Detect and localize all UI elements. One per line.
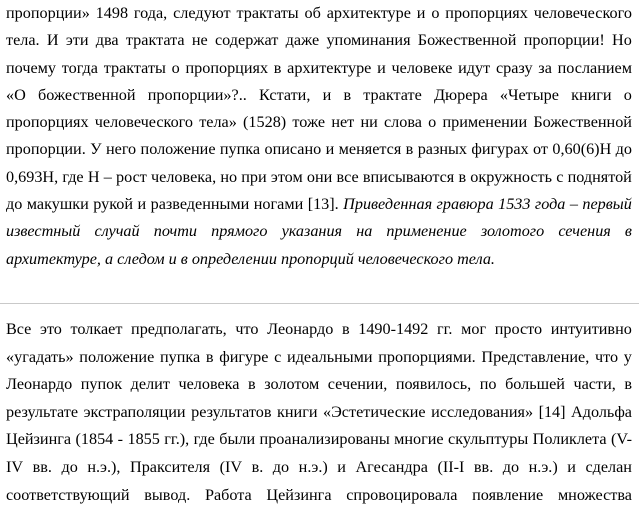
word: Цейзинга [266, 485, 332, 504]
word: пупок [80, 375, 123, 394]
word: Поликлета [532, 430, 607, 449]
word: положение [140, 140, 216, 159]
word: за [538, 58, 552, 77]
word: Агесандра [355, 457, 428, 476]
word: предполагать, [131, 320, 227, 338]
word: (V- [610, 430, 632, 449]
word: Представление, [481, 347, 590, 366]
word: в [624, 375, 632, 394]
word: до [272, 457, 290, 476]
text-line [6, 55, 632, 82]
word: даже [285, 31, 320, 50]
text-line [6, 344, 632, 372]
word: упоминания [326, 31, 411, 50]
word: Леонардо [267, 320, 334, 338]
word: «О [6, 85, 26, 104]
word: и [377, 58, 386, 77]
word: сечения [558, 222, 611, 241]
word: – [103, 167, 112, 186]
word: пропорциях [445, 4, 528, 22]
word: множества [557, 485, 632, 504]
word: Божественной [417, 31, 517, 50]
word: Н [87, 167, 100, 186]
word: и [337, 457, 346, 476]
text-line [6, 246, 632, 273]
text-line [6, 454, 632, 482]
word: тогда [61, 58, 98, 77]
word: большей [505, 375, 565, 394]
word: пропорции! [523, 31, 605, 50]
word: ни [360, 113, 378, 132]
word: в [405, 140, 414, 159]
word: Божественной [533, 113, 632, 132]
word: гг. [436, 320, 453, 338]
word: от [533, 140, 548, 159]
page-top-text [6, 0, 632, 273]
word: И [46, 31, 59, 50]
word: пупка [159, 347, 201, 366]
word: 1490-1492 [358, 320, 429, 338]
word: человека [178, 375, 240, 394]
text-line [6, 82, 632, 109]
word: многие [394, 430, 444, 449]
word: золотого [480, 222, 545, 241]
word: прямого [211, 222, 268, 241]
word: года, [133, 4, 168, 22]
word: 1498 [95, 4, 129, 22]
word: фигурах [471, 140, 529, 159]
word: тела» [199, 113, 237, 132]
word: слова [383, 113, 422, 132]
word: в [341, 320, 350, 338]
word: пропорции. [6, 140, 86, 159]
word: книги [571, 85, 612, 104]
word: эти [65, 31, 89, 50]
word: идеальными [287, 347, 373, 366]
word: не [191, 31, 208, 50]
word: нет [331, 113, 355, 132]
word: пупка [219, 140, 261, 159]
word: пропорции»?.. [147, 85, 247, 104]
text-line [6, 27, 632, 54]
word: сразу [495, 58, 533, 77]
word: архитектуре [326, 4, 411, 22]
word: и [325, 140, 335, 159]
word: следуют [173, 4, 231, 22]
word: результате [6, 402, 79, 421]
word: просто [494, 320, 543, 338]
word: о [171, 58, 180, 77]
word: результатов [191, 402, 272, 421]
word: на [356, 222, 373, 241]
text-line [6, 426, 632, 454]
word: об [304, 4, 321, 22]
word: с [274, 347, 282, 366]
text-line [6, 164, 632, 191]
word: (1528) [243, 113, 287, 132]
word: 1855 [127, 430, 160, 449]
word: в. [251, 457, 264, 476]
word: тела. [6, 31, 40, 50]
word: пропорции» [6, 4, 90, 22]
word: содержат [214, 31, 279, 50]
text-line [6, 482, 632, 509]
word: первый [582, 195, 632, 214]
word: положение [79, 347, 155, 366]
word: по [479, 375, 497, 394]
word: до [61, 457, 78, 476]
word: (II-I [437, 457, 465, 476]
word: фигуре [219, 347, 269, 366]
text-line [6, 399, 632, 427]
word: Кстати, [258, 85, 311, 104]
text-line [6, 109, 632, 136]
word: трактаты [103, 58, 166, 77]
word: толкает [70, 320, 123, 338]
word: и [567, 457, 576, 476]
word: [14] [538, 402, 566, 421]
word: появление [472, 485, 544, 504]
word: о [431, 4, 440, 22]
word: о [623, 85, 632, 104]
word: окружность [470, 167, 553, 186]
word: почти [153, 222, 197, 241]
word: архитектуре [287, 58, 372, 77]
word: архитектуре, а следом и в определении пропорций человеческого тела. [6, 249, 495, 268]
word: гг.), [164, 430, 190, 449]
word: Дюрера [433, 85, 488, 104]
word: «Эстетические [323, 402, 426, 421]
word: что [235, 320, 259, 338]
word: в [458, 167, 467, 186]
word: это [40, 320, 62, 338]
word: макушки [26, 195, 89, 214]
word: посланием [557, 58, 632, 77]
text-line [6, 136, 632, 163]
word: они [306, 167, 333, 186]
word: божественной [37, 85, 136, 104]
word: ногами [253, 195, 304, 214]
text-line [6, 218, 632, 245]
word: появилось, [395, 375, 472, 394]
word: книги [277, 402, 318, 421]
word: в [248, 375, 256, 394]
word: этом [270, 167, 303, 186]
word: мог [461, 320, 487, 338]
word: и [322, 85, 332, 104]
word: в [205, 347, 214, 366]
word: вв. [473, 457, 494, 476]
text-line [6, 316, 632, 344]
text-line [6, 371, 632, 399]
text-line [6, 191, 632, 218]
word: Леонардо [6, 375, 73, 394]
word: в [273, 58, 282, 77]
word: Цейзинга [6, 430, 72, 449]
word: н.э.) [298, 457, 328, 476]
word: человеке [391, 58, 453, 77]
word: до [6, 195, 23, 214]
word: Адольфа [571, 402, 632, 421]
page-bottom-text [6, 316, 632, 509]
word: золотом [264, 375, 320, 394]
word: спровоцировала [346, 485, 458, 504]
word: Но [612, 31, 632, 50]
word: описано [264, 140, 322, 159]
word: разведенными [150, 195, 250, 214]
word: года [534, 195, 566, 214]
page-break-divider [0, 303, 639, 304]
word: трактаты [236, 4, 299, 22]
word: с [556, 167, 564, 186]
word: у [623, 347, 632, 366]
word: сечении, [327, 375, 388, 394]
word: экстраполяции [83, 402, 186, 421]
word: и [137, 195, 147, 214]
word: при [241, 167, 267, 186]
word: человеческого [533, 4, 632, 22]
word: указания [281, 222, 343, 241]
word: – [569, 195, 578, 214]
word: «Четыре [499, 85, 559, 104]
word: человека, [151, 167, 217, 186]
word: но [220, 167, 238, 186]
word: человеческого [94, 113, 193, 132]
word: - [117, 430, 124, 449]
word: в [343, 85, 352, 104]
word: пропорциями. [378, 347, 476, 366]
word: «угадать» [6, 347, 74, 366]
word: пропорциях [6, 113, 89, 132]
word: почему [6, 58, 57, 77]
word: Приведенная [343, 195, 433, 214]
word: поднятой [567, 167, 632, 186]
word: части, [573, 375, 616, 394]
word: вывод. [144, 485, 191, 504]
word: в [624, 222, 632, 241]
word: сделан [585, 457, 632, 476]
word: Все [6, 320, 32, 338]
word: что [594, 347, 619, 366]
word: (1854 [75, 430, 114, 449]
word: о [428, 113, 437, 132]
word: идут [458, 58, 491, 77]
word: меняется [338, 140, 402, 159]
word: до [615, 140, 632, 159]
word: интуитивно [550, 320, 632, 338]
word: пропорциях [185, 58, 269, 77]
word: были [219, 430, 256, 449]
word: соответствующий [6, 485, 130, 504]
word: проанализированы [259, 430, 390, 449]
word: трактате [363, 85, 422, 104]
word: где [193, 430, 215, 449]
word: IV [6, 457, 24, 476]
word: н.э.) [528, 457, 558, 476]
word: У [90, 140, 102, 159]
word: н.э.), [87, 457, 121, 476]
word: рукой [93, 195, 134, 214]
word: где [62, 167, 84, 186]
word: него [105, 140, 137, 159]
word: известный [6, 222, 81, 241]
word: (IV [219, 457, 243, 476]
word: 1533 [498, 195, 531, 214]
word: гравюра [436, 195, 494, 214]
word: вв. [32, 457, 52, 476]
word: трактата [125, 31, 185, 50]
word: два [95, 31, 119, 50]
word: вписываются [362, 167, 455, 186]
word: применении [442, 113, 528, 132]
word: [13]. [307, 195, 339, 214]
word: тоже [292, 113, 326, 132]
word: исследования» [431, 402, 534, 421]
word: 0,60(6)Н [552, 140, 612, 159]
word: разных [417, 140, 468, 159]
word: случай [94, 222, 140, 241]
word: рост [115, 167, 147, 186]
word: делит [130, 375, 170, 394]
word: применение [386, 222, 467, 241]
word: и [416, 4, 426, 22]
word: Работа [204, 485, 252, 504]
word: скульптуры [448, 430, 529, 449]
text-line [6, 0, 632, 27]
word: Праксителя [130, 457, 211, 476]
word: до [502, 457, 520, 476]
word: 0,693Н, [6, 167, 59, 186]
word: все [336, 167, 359, 186]
